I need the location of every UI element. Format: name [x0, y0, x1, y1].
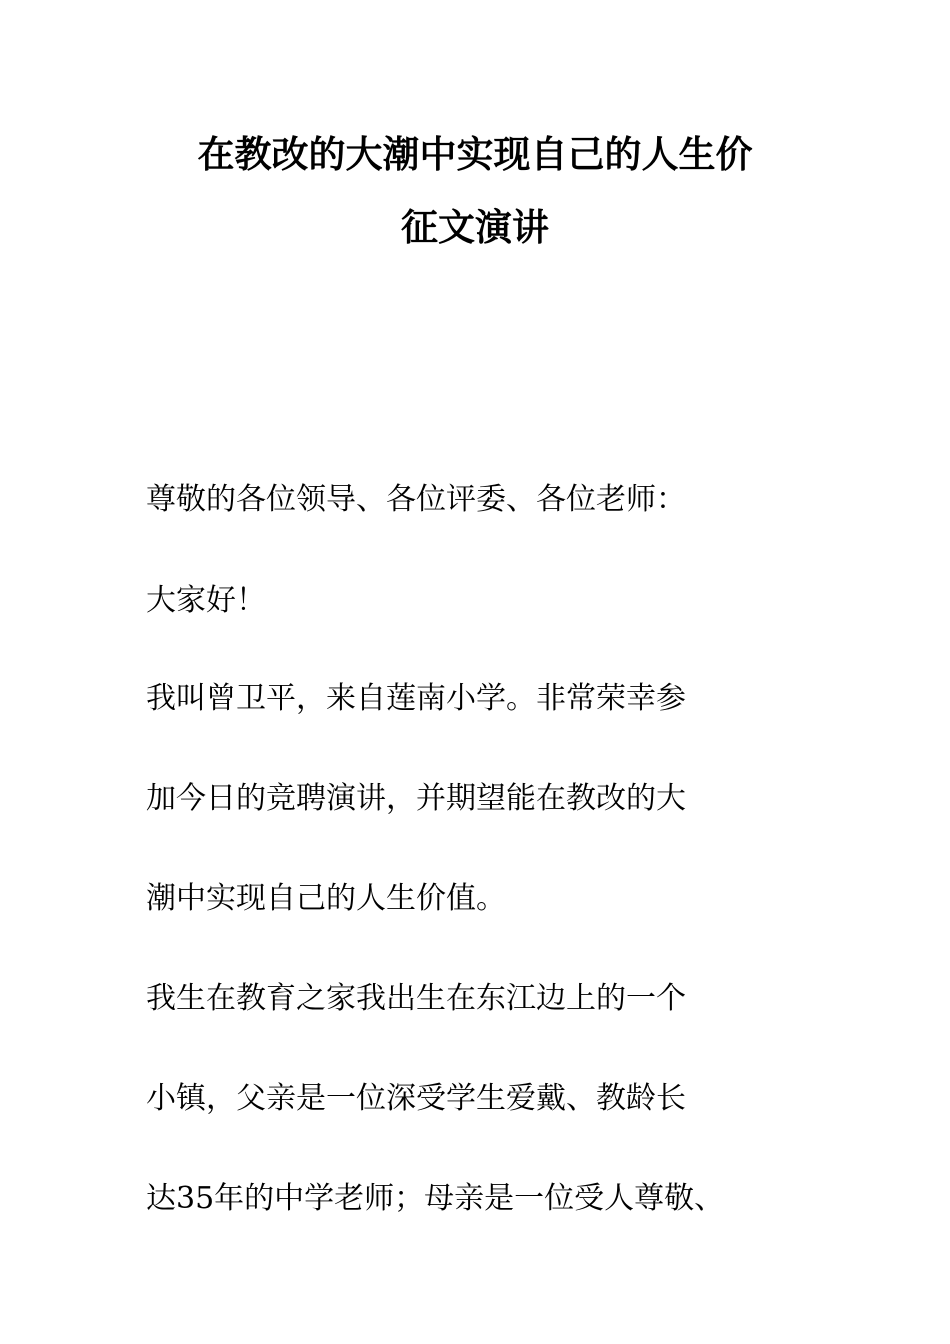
paragraph-line: 小镇，父亲是一位深受学生爱戴、教龄长 — [146, 1081, 686, 1116]
paragraph-line: 潮中实现自己的人生价值。 — [146, 881, 506, 916]
document-title-line-2: 征文演讲 — [401, 205, 549, 249]
paragraph-line: 我叫曾卫平，来自莲南小学。非常荣幸参 — [146, 681, 686, 716]
paragraph-line: 我生在教育之家我出生在东江边上的一个 — [146, 981, 686, 1016]
salutation-line: 尊敬的各位领导、各位评委、各位老师： — [146, 482, 686, 517]
document-title-line-1: 在教改的大潮中实现自己的人生价 — [197, 132, 753, 176]
paragraph-line: 加今日的竞聘演讲，并期望能在教改的大 — [146, 781, 686, 816]
paragraph-line: 达35年的中学老师；母亲是一位受人尊敬、 — [146, 1181, 725, 1216]
greeting-line: 大家好！ — [146, 583, 266, 618]
